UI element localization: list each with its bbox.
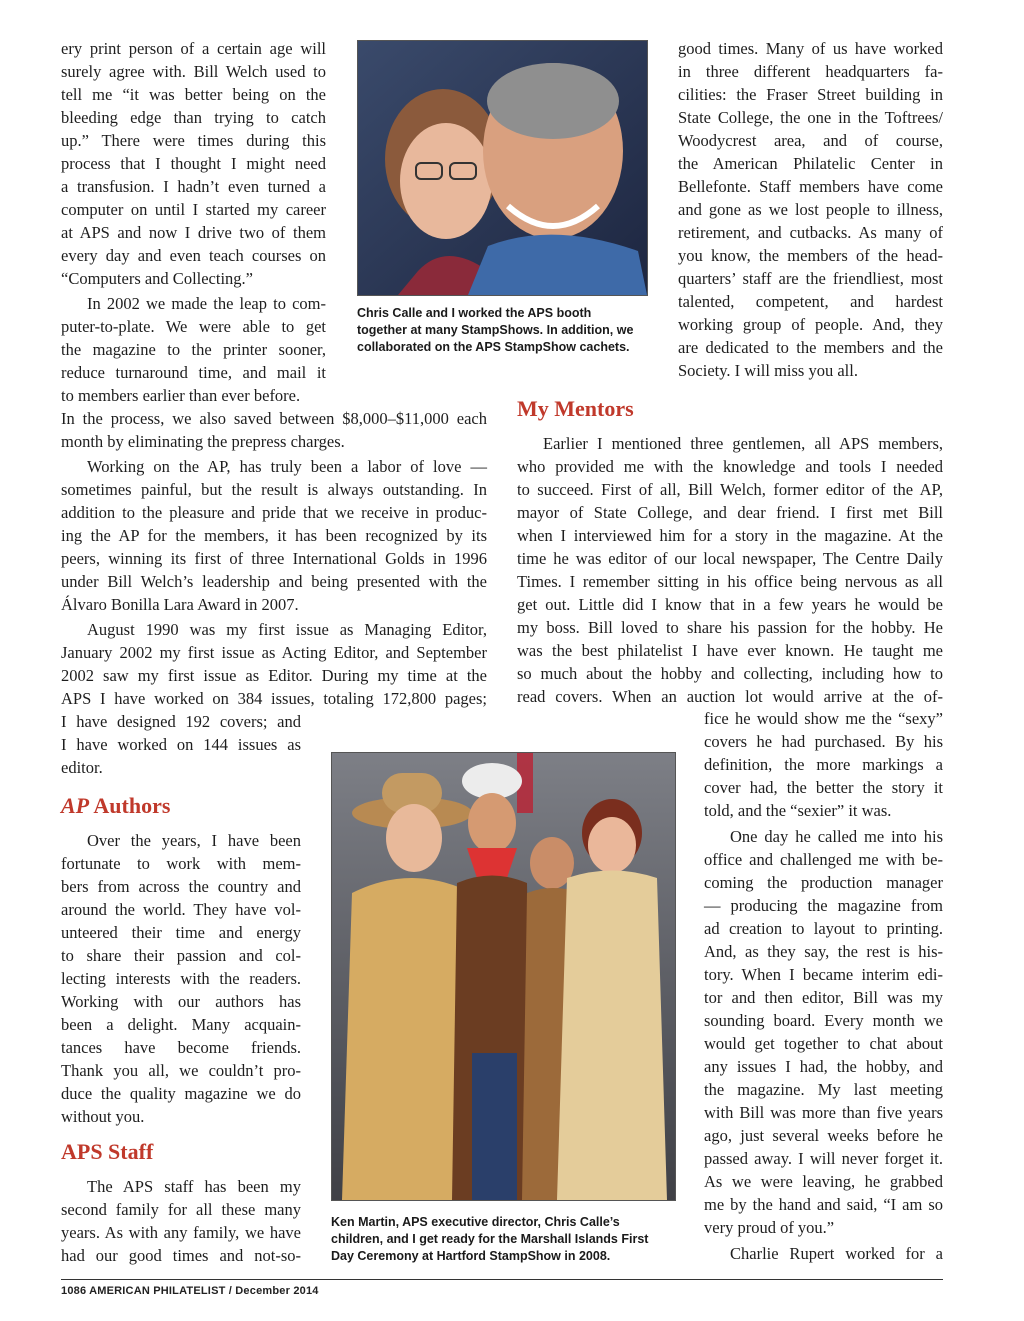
text-line: APS I have worked on 384 issues, totaling 172,800 pages; [61, 689, 487, 708]
photo-illustration [358, 41, 647, 295]
text-line: surely agree with. Bill Welch used to [61, 62, 326, 81]
caption-line: together at many StampShows. In addition, we [357, 323, 634, 337]
text-line: so much about the hobby and collecting, including how to [517, 664, 943, 683]
heading-ap-rest: Authors [89, 793, 171, 818]
text-line: working group of people. And, they [678, 315, 943, 334]
text-line: definition, the more markings a [704, 755, 943, 774]
text-line: you know, the members of the head- [678, 246, 943, 265]
text-line: quarters’ staff are the friendliest, most [678, 269, 943, 288]
text-line: Over the years, I have been [87, 831, 301, 850]
text-line: at APS and now I drive two of them [61, 223, 326, 242]
text-line: every day and even teach courses on [61, 246, 326, 265]
text-line: to share their passion and col- [61, 946, 301, 965]
text-line: was the best philatelist I have ever known. He taught me [517, 641, 943, 660]
text-line: under Bill Welch’s leadership and being presented with the [61, 572, 487, 591]
text-line: the magazine. My last meeting [704, 1080, 943, 1099]
text-line: time he was editor of our local newspaper, The Centre Daily [517, 549, 943, 568]
heading-ap-italic: AP [61, 793, 90, 818]
caption-line: collaborated on the APS StampShow cachets. [357, 340, 630, 354]
text-line: fice he would show me the “sexy” [704, 709, 943, 728]
caption-line: Chris Calle and I worked the APS booth [357, 306, 592, 320]
text-line: a transfusion. I hadn’t even turned a [61, 177, 326, 196]
text-line: duce the quality magazine we do [61, 1084, 301, 1103]
text-line: Charlie Rupert worked for a [730, 1244, 943, 1263]
text-line: sometimes painful, but the result is always outstanding. In [61, 480, 487, 499]
text-line: tances have become friends. [61, 1038, 301, 1057]
text-line: with Bill was more than five years [704, 1103, 943, 1122]
text-line: Earlier I mentioned three gentlemen, all APS members, [543, 434, 943, 453]
text-line: had our good times and not-so- [61, 1246, 301, 1265]
text-line: ing the AP for the members, it has been recognized by its [61, 526, 487, 545]
text-line: Thank you all, we couldn’t pro- [61, 1061, 301, 1080]
text-line: office and challenged me with be- [704, 850, 943, 869]
text-line: me by the hand and said, “I am so [704, 1195, 943, 1214]
text-line: bleeding edge than trying to catch [61, 108, 326, 127]
text-line: I have designed 192 covers; and [61, 712, 301, 731]
text-line: tell me “it was better being on the [61, 85, 326, 104]
caption-bottom [331, 1214, 676, 1265]
caption-line: children, and I get ready for the Marshall Islands First [331, 1232, 649, 1246]
heading-my-mentors: My Mentors [517, 396, 634, 421]
text-line: would get together to chat about [704, 1034, 943, 1053]
heading-ap-authors [61, 792, 170, 820]
text-line: 2002 saw my first issue as Editor. During my time at the [61, 666, 487, 685]
text-line: fortunate to work with mem- [61, 854, 301, 873]
text-line: mayor of State College, and dear friend. I first met Bill [517, 503, 943, 522]
text-line: very proud of you.” [704, 1218, 835, 1237]
text-line: passed away. I will never forget it. [704, 1149, 943, 1168]
text-line: ery print person of a certain age will [61, 39, 326, 58]
text-line: Working with our authors has [61, 992, 301, 1011]
text-line: good times. Many of us have worked [678, 39, 943, 58]
text-line: covers he had purchased. By his [704, 732, 943, 751]
caption-line: Ken Martin, APS executive director, Chris Calle’s [331, 1215, 620, 1229]
heading-aps-staff: APS Staff [61, 1139, 154, 1164]
text-line: to succeed. First of all, Bill Welch, former editor of the AP, [517, 480, 943, 499]
text-line: read covers. When an auction lot would arrive at the of- [517, 687, 943, 706]
text-line: editor. [61, 758, 103, 777]
text-line: talented, competent, and hardest [678, 292, 943, 311]
text-line: to members earlier than ever before. [61, 386, 301, 405]
text-line: any issues I had, the hobby, and [704, 1057, 943, 1076]
text-line: In the process, we also saved between $8,000–$11,000 each [61, 409, 487, 428]
text-line: are dedicated to the members and the [678, 338, 943, 357]
text-line: The APS staff has been my [87, 1177, 301, 1196]
text-line: and gone as we lost people to illness, [678, 200, 943, 219]
text-line: August 1990 was my first issue as Managing Editor, [87, 620, 487, 639]
text-line: process that I thought I might need [61, 154, 326, 173]
text-line: up.” There were times during this [61, 131, 326, 150]
text-line: reduce turnaround time, and mail it [61, 363, 326, 382]
text-line: bers from across the country and [61, 877, 301, 896]
text-line: unteered their time and energy [61, 923, 301, 942]
footer-rule [61, 1279, 943, 1280]
text-line: addition to the pleasure and pride that we receive in produc- [61, 503, 487, 522]
photo-illustration [332, 753, 675, 1200]
text-line: — producing the magazine from [704, 896, 943, 915]
text-line: I have worked on 144 issues as [61, 735, 301, 754]
text-line: second family for all these many [61, 1200, 301, 1219]
text-line: coming the production manager [704, 873, 943, 892]
text-line: ago, just several weeks before he [704, 1126, 943, 1145]
caption-top [357, 305, 647, 356]
text-line: around the world. They have vol- [61, 900, 301, 919]
text-line: Working on the AP, has truly been a labor of love — [87, 457, 487, 476]
text-line: the magazine to the printer sooner, [61, 340, 326, 359]
text-line: peers, winning its first of three International Golds in 1996 [61, 549, 487, 568]
text-line: my boss. Bill loved to share his passion for the hobby. He [517, 618, 943, 637]
text-line: Álvaro Bonilla Lara Award in 2007. [61, 595, 299, 614]
text-line: As we were leaving, he grabbed [704, 1172, 943, 1191]
text-line: been a delight. Many acquain- [61, 1015, 301, 1034]
text-line: told, and the “sexier” it was. [704, 801, 892, 820]
text-line: get out. Little did I know that in a few years he would be [517, 595, 943, 614]
text-line: State College, the one in the Toftrees/ [678, 108, 943, 127]
text-line: month by eliminating the prepress charges. [61, 432, 345, 451]
photo-chris-calle [357, 40, 648, 296]
text-line: the American Philatelic Center in [678, 154, 943, 173]
text-line: cover had, the better the story it [704, 778, 943, 797]
text-line: And, as they say, the rest is his- [704, 942, 943, 961]
text-line: computer on until I started my career [61, 200, 326, 219]
text-line: years. As with any family, we have [61, 1223, 301, 1242]
text-line: tory. When I became interim edi- [704, 965, 943, 984]
text-line: Bellefonte. Staff members have come [678, 177, 943, 196]
text-line: Times. I remember sitting in his office being nervous as all [517, 572, 943, 591]
text-line: sounding board. Every month we [704, 1011, 943, 1030]
photo-stampshow-2008 [331, 752, 676, 1201]
text-line: who provided me with the knowledge and tools I needed [517, 457, 943, 476]
caption-line: Day Ceremony at Hartford StampShow in 2008. [331, 1249, 611, 1263]
text-line: ad creation to layout to printing. [704, 919, 943, 938]
text-line: “Computers and Collecting.” [61, 269, 253, 288]
text-line: Society. I will miss you all. [678, 361, 858, 380]
text-line: cilities: the Fraser Street building in [678, 85, 943, 104]
text-line: January 2002 my first issue as Acting Editor, and September [61, 643, 487, 662]
text-line: In 2002 we made the leap to com- [87, 294, 326, 313]
page-footer: 1086 AMERICAN PHILATELIST / December 2014 [61, 1285, 319, 1297]
text-line: retirement, and cutbacks. As many of [678, 223, 943, 242]
text-line: without you. [61, 1107, 145, 1126]
text-line: in three different headquarters fa- [678, 62, 943, 81]
text-line: tor and then editor, Bill was my [704, 988, 943, 1007]
text-line: One day he called me into his [730, 827, 943, 846]
text-line: lecting interests with the readers. [61, 969, 301, 988]
text-line: Woodycrest area, and of course, [678, 131, 943, 150]
text-line: when I interviewed him for a story in the magazine. At the [517, 526, 943, 545]
text-line: puter-to-plate. We were able to get [61, 317, 326, 336]
